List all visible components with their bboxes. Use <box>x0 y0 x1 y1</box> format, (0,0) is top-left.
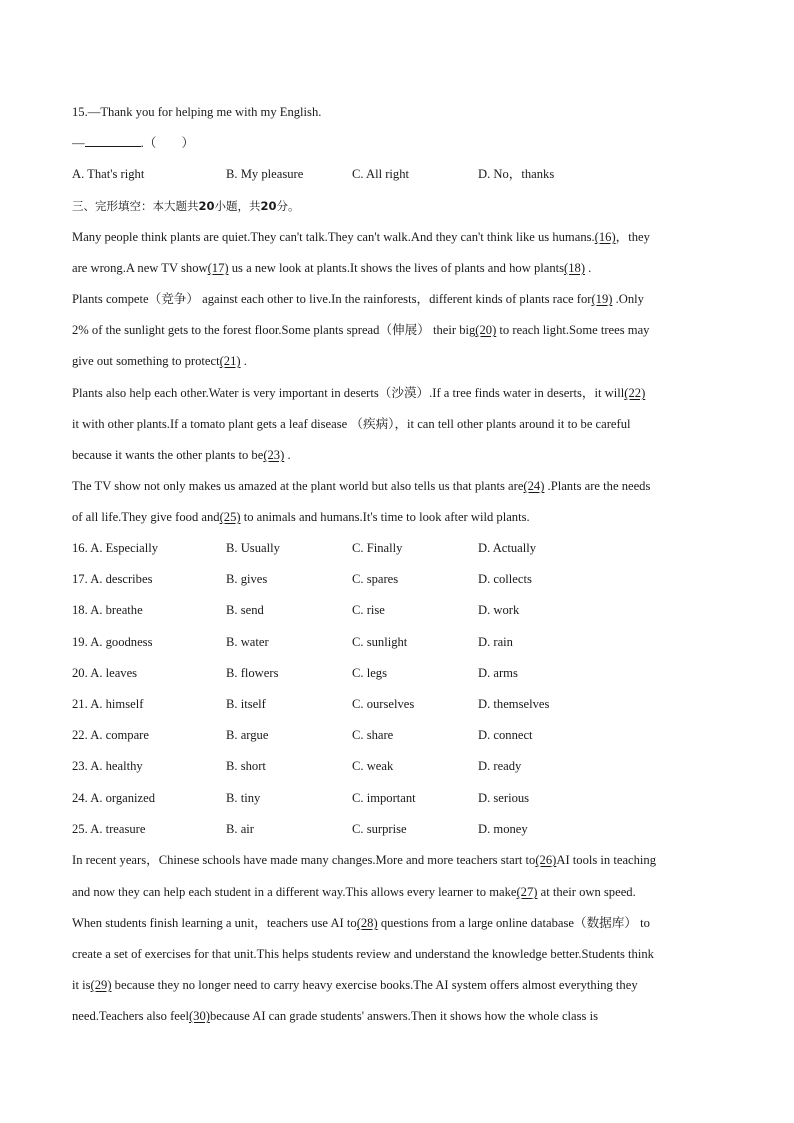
blank-25[interactable]: (25) <box>219 510 241 524</box>
text: it is <box>72 978 91 992</box>
question-number: 16. <box>72 541 88 555</box>
option-d[interactable]: D. serious <box>478 791 530 805</box>
blank-23[interactable]: (23) <box>263 448 285 462</box>
option-a[interactable]: A. compare <box>90 728 149 742</box>
text: ，they <box>615 230 650 244</box>
passage1-line <box>72 416 631 432</box>
option-d[interactable]: D. arms <box>478 666 518 680</box>
heading-part: 分。 <box>276 199 300 213</box>
blank-21[interactable]: (21) <box>219 354 241 368</box>
question-head <box>72 665 137 681</box>
question-number: 19. <box>72 635 88 649</box>
text: to reach light.Some trees may <box>496 323 650 337</box>
passage1-line <box>72 322 649 338</box>
option-d[interactable]: D. No，thanks <box>478 167 555 181</box>
dash: — <box>72 136 85 150</box>
question-number: 18. <box>72 603 88 617</box>
option-d[interactable]: D. themselves <box>478 697 550 711</box>
passage2-line <box>72 852 656 868</box>
text: . <box>585 261 592 275</box>
blank-20[interactable]: (20) <box>475 323 497 337</box>
answer-blank[interactable] <box>85 135 141 147</box>
text: questions from a large online database（数据库） to <box>377 916 650 930</box>
option-b[interactable]: B. itself <box>226 697 266 711</box>
question-number: 25. <box>72 822 88 836</box>
passage2-line <box>72 977 638 993</box>
question-text: —Thank you for helping me with my English. <box>87 105 322 119</box>
passage1-line <box>72 260 591 276</box>
option-a[interactable]: A. That's right <box>72 167 145 181</box>
question-head <box>72 727 149 743</box>
question-head <box>72 790 155 806</box>
question-number: 22. <box>72 728 88 742</box>
option-b[interactable]: B. Usually <box>226 541 280 555</box>
option-c[interactable]: C. rise <box>352 603 385 617</box>
passage1-line <box>72 385 645 401</box>
option-b[interactable]: B. water <box>226 635 269 649</box>
q15-prompt <box>72 104 321 120</box>
option-d[interactable]: D. work <box>478 603 520 617</box>
question-number: 20. <box>72 666 88 680</box>
question-head <box>72 696 143 712</box>
passage2-line <box>72 946 654 962</box>
text: because it wants the other plants to be <box>72 448 264 462</box>
text: create a set of exercises for that unit.This helps students review and understand the knowledge better.Students think <box>72 947 654 961</box>
text: In recent years，Chinese schools have made many changes.More and more teachers start to <box>72 853 536 867</box>
question-head <box>72 821 145 837</box>
question-number: 23. <box>72 759 88 773</box>
text: .Plants are the needs <box>544 479 651 493</box>
text: 2% of the sunlight gets to the forest floor.Some plants spread（伸展） their big <box>72 323 476 337</box>
option-a[interactable]: A. healthy <box>90 759 143 773</box>
blank-17[interactable]: (17) <box>207 261 229 275</box>
question-head <box>72 634 153 650</box>
text: to animals and humans.It's time to look after wild plants. <box>240 510 530 524</box>
passage1-line <box>72 447 291 463</box>
blank-18[interactable]: (18) <box>564 261 586 275</box>
option-c[interactable]: C. Finally <box>352 541 403 555</box>
option-d[interactable]: D. ready <box>478 759 522 773</box>
question-count: 20 <box>198 199 215 213</box>
blank-27[interactable]: (27) <box>516 885 538 899</box>
option-c[interactable]: C. sunlight <box>352 635 408 649</box>
heading-part: 小题，共 <box>214 199 261 213</box>
blank-28[interactable]: (28) <box>356 916 378 930</box>
option-c[interactable]: C. ourselves <box>352 697 415 711</box>
text: When students finish learning a unit，teachers use AI to <box>72 916 357 930</box>
blank-24[interactable]: (24) <box>523 479 545 493</box>
text: it with other plants.If a tomato plant gets a leaf disease （疾病），it can tell other plants around it to be careful <box>72 417 631 431</box>
option-d[interactable]: D. Actually <box>478 541 537 555</box>
option-b[interactable]: B. short <box>226 759 266 773</box>
blank-29[interactable]: (29) <box>90 978 112 992</box>
text: because they no longer need to carry heavy exercise books.The AI system offers almost everything they <box>111 978 638 992</box>
blank-26[interactable]: (26) <box>535 853 557 867</box>
text: . <box>284 448 291 462</box>
text: Many people think plants are quiet.They can't talk.They can't walk.And they can't think like us humans. <box>72 230 595 244</box>
option-a[interactable]: A. Especially <box>90 541 159 555</box>
option-c[interactable]: C. spares <box>352 572 399 586</box>
blank-22[interactable]: (22) <box>624 386 646 400</box>
option-b[interactable]: B. gives <box>226 572 268 586</box>
option-d[interactable]: D. money <box>478 822 528 836</box>
text: AI tools in teaching <box>556 853 657 867</box>
blank-30[interactable]: (30) <box>188 1009 210 1023</box>
passage1-line <box>72 353 247 369</box>
passage1-line <box>72 509 530 525</box>
option-a[interactable]: A. describes <box>90 572 153 586</box>
option-c[interactable]: C. share <box>352 728 394 742</box>
option-b[interactable]: B. send <box>226 603 264 617</box>
option-b[interactable]: B. My pleasure <box>226 167 304 181</box>
question-head <box>72 571 152 587</box>
option-b[interactable]: B. air <box>226 822 254 836</box>
question-number: 15. <box>72 105 88 119</box>
heading-part: 三、完形填空：本大题共 <box>72 199 199 213</box>
text: are wrong.A new TV show <box>72 261 208 275</box>
option-a[interactable]: A. himself <box>90 697 144 711</box>
passage1-line <box>72 291 644 307</box>
text: The TV show not only makes us amazed at the plant world but also tells us that plants are <box>72 479 524 493</box>
option-a[interactable]: A. treasure <box>90 822 146 836</box>
question-number: 17. <box>72 572 88 586</box>
option-a[interactable]: A. breathe <box>90 603 143 617</box>
option-a[interactable]: A. organized <box>90 791 156 805</box>
score-total: 20 <box>260 199 277 213</box>
question-head <box>72 540 158 556</box>
option-c[interactable]: C. All right <box>352 167 410 181</box>
text: and now they can help each student in a different way.This allows every learner to make <box>72 885 517 899</box>
option-c[interactable]: C. important <box>352 791 416 805</box>
option-b[interactable]: B. flowers <box>226 666 279 680</box>
text: give out something to protect <box>72 354 220 368</box>
option-d[interactable]: D. rain <box>478 635 513 649</box>
text: need.Teachers also feel <box>72 1009 189 1023</box>
question-head <box>72 758 143 774</box>
text: Plants also help each other.Water is very important in deserts（沙漠）.If a tree finds water in deserts，it will <box>72 386 625 400</box>
option-a[interactable]: A. leaves <box>90 666 138 680</box>
option-a[interactable]: A. goodness <box>90 635 153 649</box>
option-b[interactable]: B. tiny <box>226 791 261 805</box>
passage2-line <box>72 915 650 931</box>
text: at their own speed. <box>537 885 636 899</box>
question-number: 21. <box>72 697 88 711</box>
text: .Only <box>612 292 644 306</box>
blank-19[interactable]: (19) <box>591 292 613 306</box>
blank-16[interactable]: (16) <box>594 230 616 244</box>
passage2-line <box>72 1008 598 1024</box>
option-d[interactable]: D. collects <box>478 572 532 586</box>
text: . <box>240 354 247 368</box>
text: of all life.They give food and <box>72 510 220 524</box>
question-number: 24. <box>72 791 88 805</box>
option-b[interactable]: B. argue <box>226 728 269 742</box>
option-c[interactable]: C. surprise <box>352 822 407 836</box>
option-c[interactable]: C. legs <box>352 666 387 680</box>
question-head <box>72 602 143 618</box>
option-c[interactable]: C. weak <box>352 759 394 773</box>
passage1-line <box>72 229 650 245</box>
passage2-line <box>72 884 636 900</box>
text: us a new look at plants.It shows the lives of plants and how plants <box>228 261 565 275</box>
text: because AI can grade students' answers.Then it shows how the whole class is <box>209 1009 598 1023</box>
q15-answer-line <box>72 135 194 151</box>
passage1-line <box>72 478 650 494</box>
option-d[interactable]: D. connect <box>478 728 533 742</box>
section-heading <box>72 198 300 214</box>
text: Plants compete（竞争） against each other to live.In the rainforests，different kinds of plants race for <box>72 292 592 306</box>
answer-bracket: .（ ） <box>140 136 195 150</box>
